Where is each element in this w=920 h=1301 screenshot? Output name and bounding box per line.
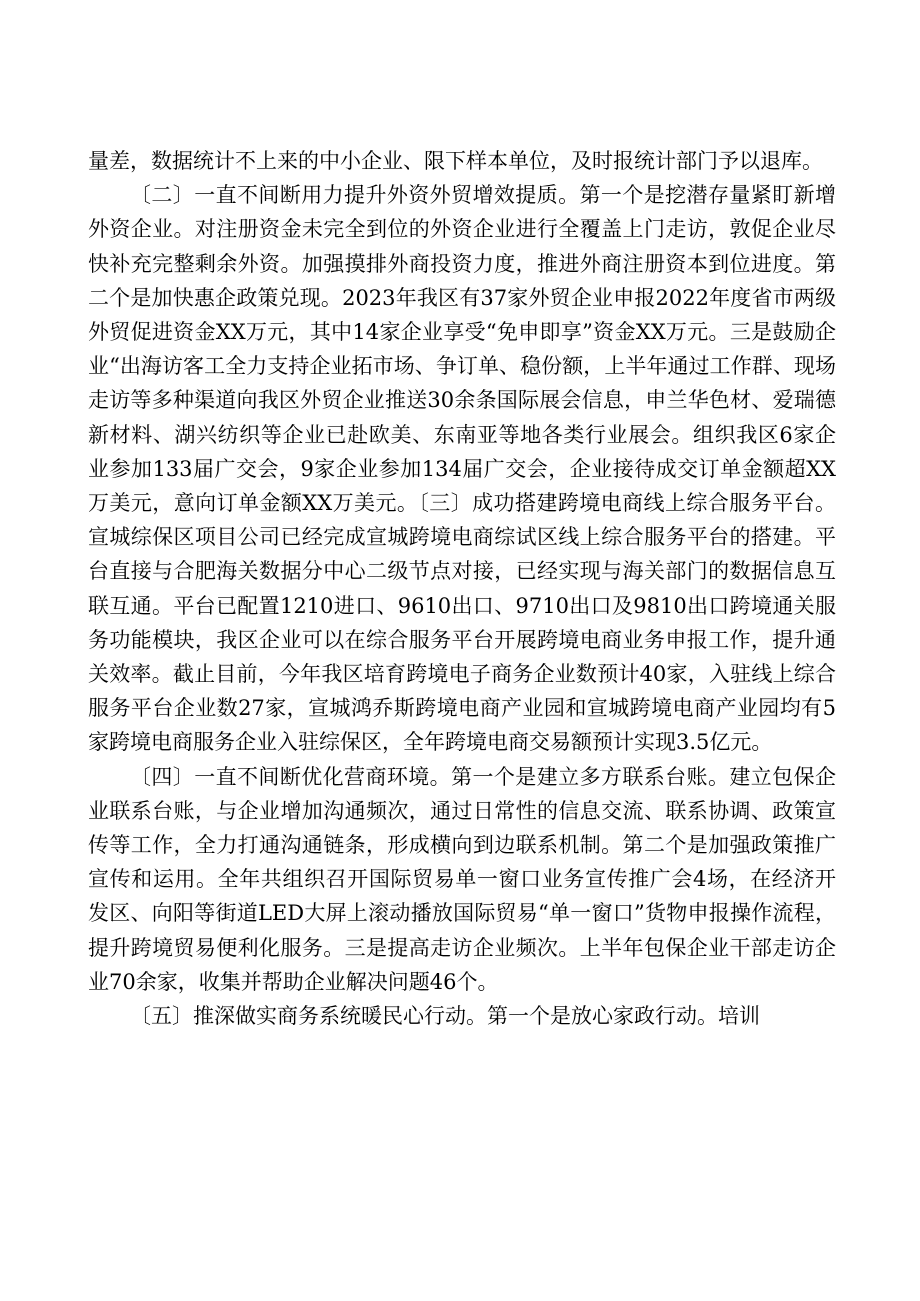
document-body bbox=[88, 144, 836, 1033]
paragraph-livelihood-action: 〔五〕推深做实商务系统暖民心行动。第一个是放心家政行动。培训 bbox=[130, 1004, 760, 1029]
paragraph-business-environment: 〔四〕一直不间断优化营商环境。第一个是建立多方联系台账。建立包保企业联系台账，与企业增加沟通频次，通过日常性的信息交流、联系协调、政策宣传等工作，全力打通沟通链条，形成横向到边联系机制。第二个是加强政策推广宣传和运用。全年共组织召开国际贸易单一窗口业务宣传推广会4场，在经济开发区、向阳等街道LED大屏上滚动播放国际贸易“单一窗口”货物申报操作流程，提升跨境贸易便利化服务。三是提高走访企业频次。上半年包保企业干部走访企业70余家，收集并帮助企业解决问题46个。 bbox=[88, 764, 836, 994]
paragraph-continuation: 量差，数据统计不上来的中小企业、限下样本单位，及时报统计部门予以退库。 bbox=[88, 149, 823, 173]
paragraph-foreign-trade: 〔二〕一直不间断用力提升外资外贸增效提质。第一个是挖潜存量紧盯新增外资企业。对注册资金未完全到位的外资企业进行全覆盖上门走访，敦促企业尽快补充完整剩余外资。加强摸排外商投资力度，推进外商注册资本到位进度。第二个是加快惠企政策兑现。2023年我区有37家外贸企业申报2022年度省市两级外贸促进资金XX万元，其中14家企业享受“免申即享”资金XX万元。三是鼓励企业“出海访客工全力支持企业拓市场、争订单、稳份额，上半年通过工作群、现场走访等多种渠道向我区外贸企业推送30余条国际展会信息，申兰华色材、爱瑞德新材料、湖兴纺织等企业已赴欧美、东南亚等地各类行业展会。组织我区6家企业参加133届广交会，9家企业参加134届广交会，企业接待成交订单金额超XX万美元，意向订单金额XX万美元。〔三〕成功搭建跨境电商线上综合服务平台。宣城综保区项目公司已经完成宣城跨境电商综试区线上综合服务平台的搭建。平台直接与合肥海关数据分中心二级节点对接，已经实现与海关部门的数据信息互联互通。平台已配置1210进口、9610出口、9710出口及9810出口跨境通关服务功能模块，我区企业可以在综合服务平台开展跨境电商业务申报工作，提升通关效率。截止目前，今年我区培育跨境电子商务企业数预计40家，入驻线上综合服务平台企业数27家，宣城鸿乔斯跨境电商产业园和宣城跨境电商产业园均有5家跨境电商服务企业入驻综保区，全年跨境电商交易额预计实现3.5亿元。 bbox=[88, 183, 836, 755]
